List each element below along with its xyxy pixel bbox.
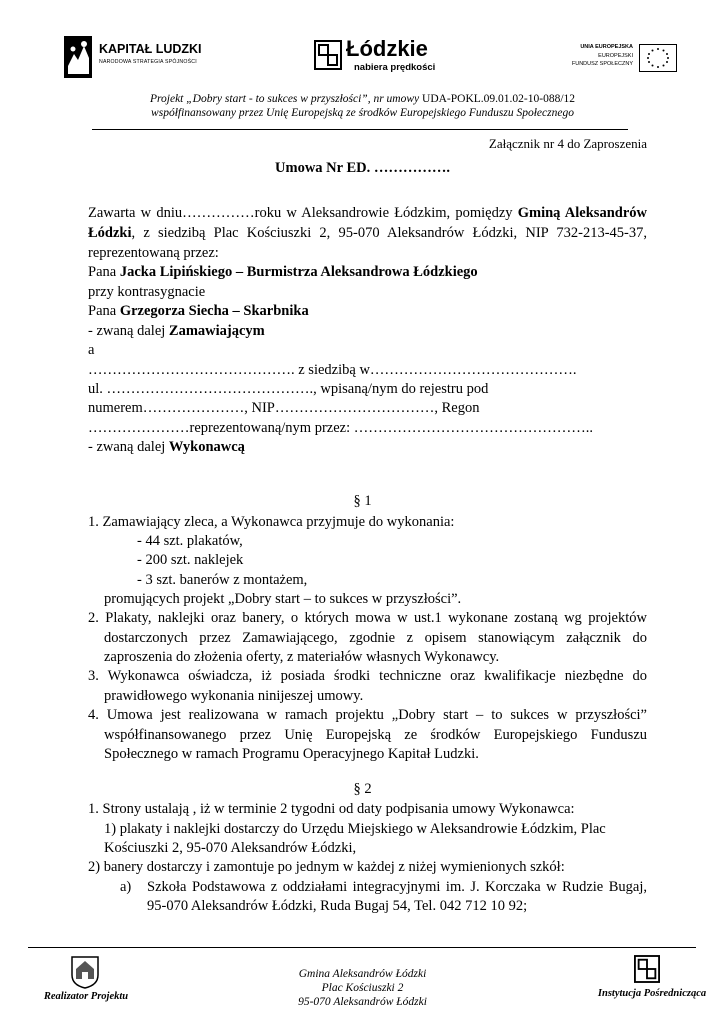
s1-point4-line3: Społecznego w ramach Programu Operacyjnego Kapitał Ludzki. <box>104 746 479 762</box>
lodzkie-subtitle: nabiera prędkości <box>354 62 436 73</box>
eu-line1: UNIA EUROPEJSKA <box>580 44 633 50</box>
s2-point1: 1. Strony ustalają , iż w terminie 2 tygodni od daty podpisania umowy Wykonawca: <box>88 801 575 817</box>
eu-line3: FUNDUSZ SPOŁECZNY <box>571 61 633 67</box>
contract-title: Umowa Nr ED. ……………. <box>275 160 450 176</box>
realizator-label: Realizator Projektu <box>43 991 129 1002</box>
project-line-1: Projekt „Dobry start - to sukces w przyszłości”, nr umowy UDA-POKL.09.01.02-10-088/12 <box>149 93 576 105</box>
s2-point1-2: 2) banery dostarczy i zamontuje po jednym w każdej z niżej wymienionych szkół: <box>88 859 565 875</box>
s2-school-a-line2: 95-070 Aleksandrów Łódzki, Ruda Bugaj 54, Tel. 042 712 10 92; <box>147 898 528 914</box>
s1-point1: 1. Zamawiający zleca, a Wykonawca przyjmuje do wykonania: <box>88 514 455 530</box>
lodzkie-logo <box>314 38 454 78</box>
s1-point2-line1: 2. Plakaty, naklejki oraz banery, o których mowa w ust.1 wykonane zostaną wg projektów <box>88 610 647 626</box>
party1-line4: Pana Jacka Lipińskiego – Burmistrza Aleksandrowa Łódzkiego <box>88 264 478 280</box>
s1-point3-line2: prawidłowego wykonania ninijeszej umowy. <box>104 688 364 704</box>
attachment-note: Załącznik nr 4 do Zaproszenia <box>488 136 647 151</box>
lodzkie-emblem-icon <box>314 40 342 70</box>
party1-line7: - zwaną dalej Zamawiającym <box>88 323 265 339</box>
kl-title: KAPITAŁ LUDZKI <box>99 42 202 56</box>
header-divider <box>92 129 628 130</box>
party1-line1: Zawarta w dniu……………roku w Aleksandrowie Łódzkim, pomiędzy Gminą Aleksandrów <box>88 205 647 221</box>
footer-address-2: Plac Kościuszki 2 <box>321 982 404 994</box>
section-2-heading: § 2 <box>353 781 372 797</box>
s1-point4-line2: współfinansowanego przez Unię Europejską ze środków Europejskiego Funduszu <box>104 727 647 743</box>
party1-line2: Łódzki, z siedzibą Plac Kościuszki 2, 95-070 Aleksandrów Łódzki, NIP 732-213-45-37, <box>88 225 647 241</box>
party2-line5: - zwaną dalej Wykonawcą <box>88 439 245 455</box>
s1-item-posters: - 44 szt. plakatów, <box>137 533 243 549</box>
party-connector: a <box>88 342 95 358</box>
party2-line3: numerem…………………, NIP……………………………, Regon <box>88 400 480 416</box>
party1-line6: Pana Grzegorza Siecha – Skarbnika <box>88 303 309 319</box>
lodzkie-small-emblem-icon <box>634 955 660 983</box>
party2-line2: ul. ……………………………………., wpisaną/nym do rejestru pod <box>88 381 489 397</box>
s2-school-a-line1: Szkoła Podstawowa z oddziałami integracyjnymi im. J. Korczaka w Rudzie Bugaj, <box>147 879 647 895</box>
lodzkie-title: Łódzkie <box>346 36 428 61</box>
party1-line5: przy kontrasygnacie <box>88 284 206 300</box>
s1-point1-end: promujących projekt „Dobry start – to sukces w przyszłości”. <box>104 591 462 607</box>
footer-divider <box>28 947 696 948</box>
footer-address-3: 95-070 Aleksandrów Łódzki <box>298 996 427 1008</box>
s2-point1-1-line1: 1) plakaty i naklejki dostarczy do Urzędu Miejskiego w Aleksandrowie Łódzkim, Plac <box>104 821 606 837</box>
eu-line2: EUROPEJSKI <box>598 53 633 59</box>
eu-logo <box>565 44 677 76</box>
eu-flag-icon <box>639 44 677 72</box>
s1-item-banners: - 3 szt. banerów z montażem, <box>137 572 308 588</box>
s2-school-a-label: a) <box>120 879 132 895</box>
kapital-ludzki-logo <box>64 36 214 80</box>
party2-line1: ……………………………………. z siedzibą w……………………………………. <box>88 362 577 378</box>
s1-item-stickers: - 200 szt. naklejek <box>137 552 244 568</box>
s1-point4-line1: 4. Umowa jest realizowana w ramach projektu „Dobry start – to sukces w przyszłości” <box>88 707 647 723</box>
party1-line3: reprezentowaną przez: <box>88 245 219 261</box>
kapital-ludzki-emblem-icon <box>64 36 92 78</box>
footer-address-1: Gmina Aleksandrów Łódzki <box>298 968 427 980</box>
kl-subtitle: NARODOWA STRATEGIA SPÓJNOŚCI <box>99 59 197 65</box>
instytucja-label: Instytucja Pośrednicząca <box>597 988 707 999</box>
instytucja-logo <box>592 955 712 1005</box>
section-1-heading: § 1 <box>353 493 372 509</box>
project-line-2: współfinansowany przez Unię Europejską ze środków Europejskiego Funduszu Społecznego <box>151 107 574 119</box>
s2-point1-1-line2: Kościuszki 2, 95-070 Aleksandrów Łódzki, <box>104 840 357 856</box>
party2-line4: …………………reprezentowaną/nym przez: ………………………………………….. <box>88 420 593 436</box>
s1-point2-line2: dostarczonych przez Zamawiającego, zgodnie z opisem stanowiącym załącznik do <box>104 630 647 646</box>
s1-point3-line1: 3. Wykonawca oświadcza, iż posiada środki techniczne oraz kwalifikacje niezbędne do <box>88 668 647 684</box>
s1-point2-line3: zaproszenia do złożenia oferty, z materiałów własnych Wykonawcy. <box>104 649 500 665</box>
